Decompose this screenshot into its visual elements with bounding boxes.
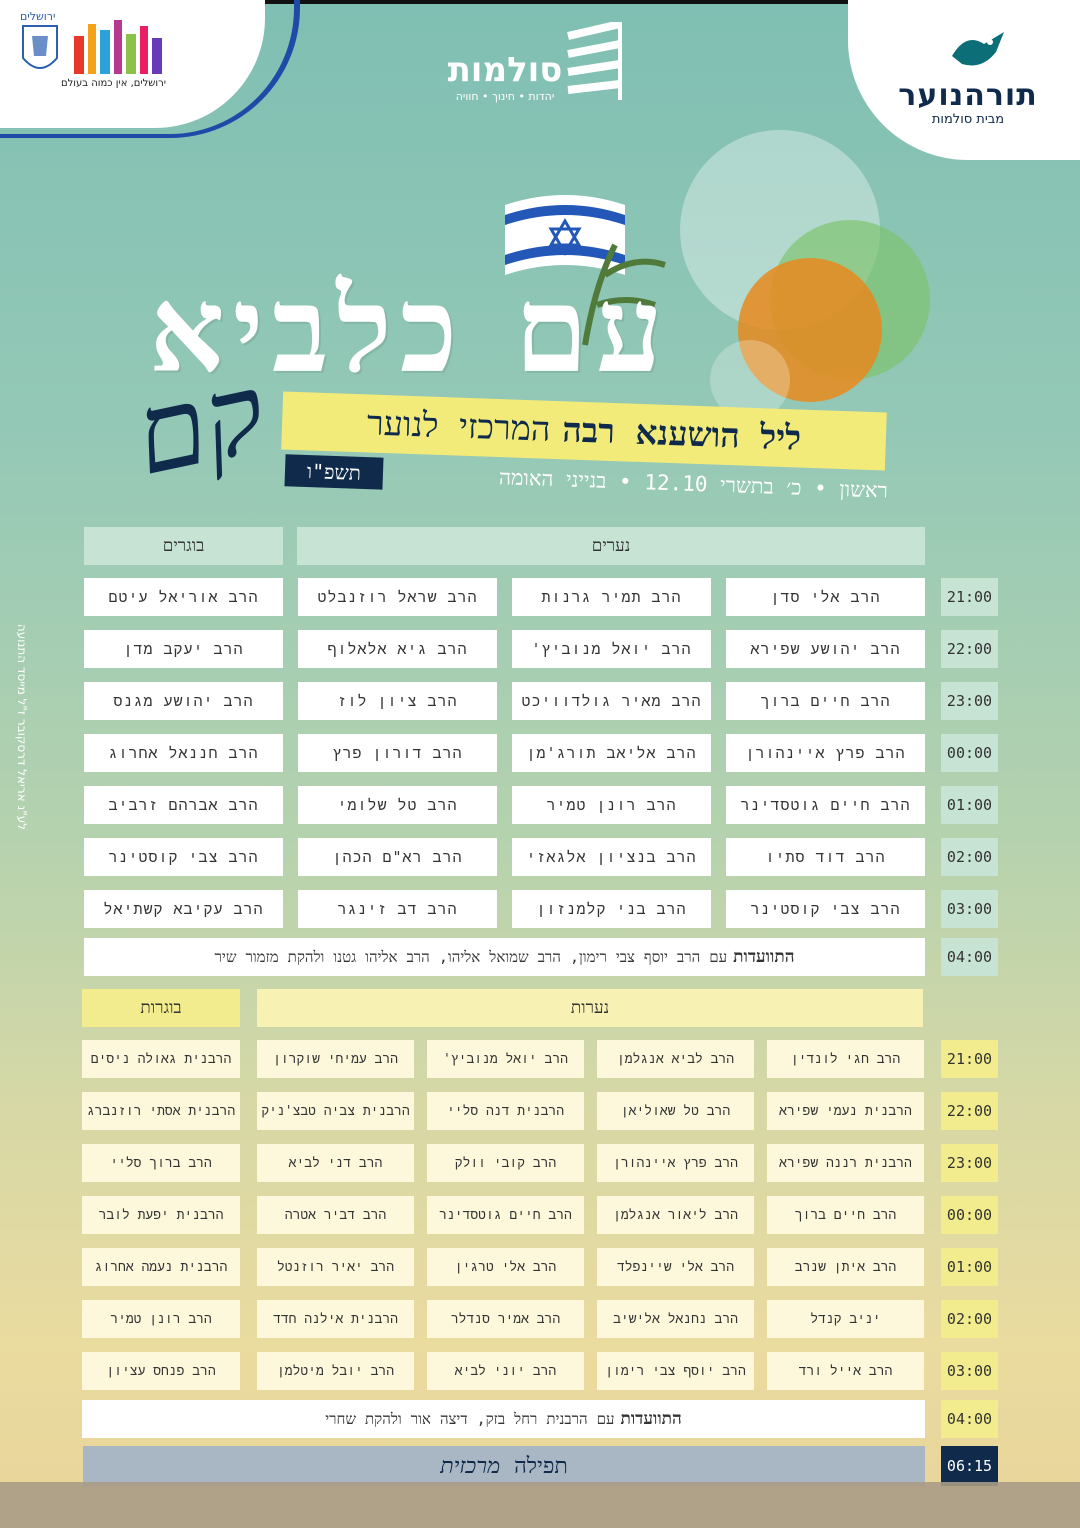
speaker-cell: הרב יהושע מגנס bbox=[84, 682, 283, 720]
speaker-cell: הרב טל שלומי bbox=[298, 786, 497, 824]
speaker-cell: הרב יאיר רוזנטל bbox=[257, 1248, 414, 1286]
speaker-cell: הרב אייל ורד bbox=[767, 1352, 924, 1390]
speaker-cell: הרב חיים גוטסדינר bbox=[427, 1196, 584, 1234]
speaker-cell: הרב יוני לביא bbox=[427, 1352, 584, 1390]
speaker-cell: הרב בני קלמנזון bbox=[512, 890, 711, 928]
speaker-cell: הרבנית גאולה ניסים bbox=[82, 1040, 240, 1078]
speaker-cell: הרבנית צביה טבצ'ניק bbox=[257, 1092, 414, 1130]
speaker-cell: הרב אמיר סנדלר bbox=[427, 1300, 584, 1338]
year-badge: תשפ"ו bbox=[284, 454, 383, 489]
side-dedication: לע"נ אריאל דרסקובר ז"ל מייסד התנועה bbox=[15, 623, 29, 831]
jerusalem-colorful-logo-icon bbox=[70, 14, 166, 76]
speaker-cell: הרב רונן טמיר bbox=[82, 1300, 240, 1338]
speaker-cell: הרב דביר אטרה bbox=[257, 1196, 414, 1234]
prayer-script: מרכזית bbox=[440, 1454, 501, 1479]
boys-header-left: בוגרים bbox=[84, 527, 283, 565]
time-cell: 22:00 bbox=[941, 1092, 998, 1130]
speaker-cell: הרב חיים ברוך bbox=[767, 1196, 924, 1234]
speaker-cell: הרב עקיבא קשתיאל bbox=[84, 890, 283, 928]
time-cell: 01:00 bbox=[941, 786, 998, 824]
speaker-cell: הרב צבי קוסטינר bbox=[84, 838, 283, 876]
time-cell: 02:00 bbox=[941, 1300, 998, 1338]
speaker-cell: הרב חגי לונדין bbox=[767, 1040, 924, 1078]
time-cell: 00:00 bbox=[941, 734, 998, 772]
speaker-cell: הרבנית אילנה חדד bbox=[257, 1300, 414, 1338]
speaker-cell: הרב יעקב מדן bbox=[84, 630, 283, 668]
time-cell: 01:00 bbox=[941, 1248, 998, 1286]
speaker-cell: הרב ציון לוז bbox=[298, 682, 497, 720]
torah-noar-name: תורהנוער bbox=[898, 78, 1038, 113]
solmot-name: סולמות bbox=[447, 50, 563, 90]
speaker-cell: הרב תמיר גרנות bbox=[512, 578, 711, 616]
subtitle-bold: ליל הושענא רבה bbox=[561, 410, 802, 459]
speaker-cell: הרב ברוך סליי bbox=[82, 1144, 240, 1182]
gathering-text: עם הרבנית רחל בזק, דיצה אור ולהקת שחרי bbox=[325, 1409, 615, 1428]
main-title: עם כלביא bbox=[149, 260, 671, 399]
speaker-cell: הרבנית דנה סליי bbox=[427, 1092, 584, 1130]
speaker-cell: הרב יהושע שפירא bbox=[726, 630, 925, 668]
speaker-cell: הרב אלי טרגין bbox=[427, 1248, 584, 1286]
speaker-cell: הרב יואל מנוביץ' bbox=[512, 630, 711, 668]
gathering-label: התוועדות bbox=[620, 1409, 682, 1429]
solmot-logo bbox=[440, 22, 640, 112]
speaker-cell: הרב בנציון אלגאזי bbox=[512, 838, 711, 876]
time-cell: 04:00 bbox=[941, 938, 998, 976]
speaker-cell: הרב דני לביא bbox=[257, 1144, 414, 1182]
speaker-cell: הרב מאיר גולדוויכט bbox=[512, 682, 711, 720]
speaker-cell: יניב קנדל bbox=[767, 1300, 924, 1338]
time-cell: 03:00 bbox=[941, 890, 998, 928]
speaker-cell: הרב קובי וולק bbox=[427, 1144, 584, 1182]
girls-header-right: נערות bbox=[257, 989, 923, 1027]
speaker-cell: הרבנית נעמי שפירא bbox=[767, 1092, 924, 1130]
speaker-cell: הרב דב זינגר bbox=[298, 890, 497, 928]
prayer-time: 06:15 bbox=[941, 1446, 998, 1486]
time-cell: 03:00 bbox=[941, 1352, 998, 1390]
speaker-cell: הרב פנחס עציון bbox=[82, 1352, 240, 1390]
speaker-cell: הרב אוריאל עיטם bbox=[84, 578, 283, 616]
speaker-cell: הרב פרץ איינהורן bbox=[726, 734, 925, 772]
time-cell: 23:00 bbox=[941, 1144, 998, 1182]
speaker-cell: הרב רא"ם הכהן bbox=[298, 838, 497, 876]
gathering-row bbox=[82, 1400, 925, 1438]
speaker-cell: הרב שראל רוזנבלט bbox=[298, 578, 497, 616]
gathering-text: עם הרב יוסף צבי רימון, הרב שמואל אליהו, הרב אליהו גטנו ולהקת מזמור שיר bbox=[214, 947, 728, 966]
gathering-row bbox=[84, 938, 925, 976]
speaker-cell: הרב רונן טמיר bbox=[512, 786, 711, 824]
speaker-cell: הרב אלי שיינפלד bbox=[597, 1248, 754, 1286]
speaker-cell: הרב גיא אלאלוף bbox=[298, 630, 497, 668]
speaker-cell: הרב חננאל אחרוג bbox=[84, 734, 283, 772]
speaker-cell: הרב חיים גוטסדינר bbox=[726, 786, 925, 824]
speaker-cell: הרבנית נעמה אחרוג bbox=[82, 1248, 240, 1286]
speaker-cell: הרב אליאב תורג'מן bbox=[512, 734, 711, 772]
time-cell: 21:00 bbox=[941, 578, 998, 616]
time-cell: 04:00 bbox=[941, 1400, 998, 1438]
script-title: קם bbox=[124, 348, 276, 500]
speaker-cell: הרב יוסף צבי רימון bbox=[597, 1352, 754, 1390]
speaker-cell: הרב אלי סדן bbox=[726, 578, 925, 616]
speaker-cell: הרב דוד סתיו bbox=[726, 838, 925, 876]
jerusalem-emblem-icon bbox=[20, 22, 60, 78]
dove-book-icon bbox=[948, 26, 1010, 74]
speaker-cell: הרבנית יפעת לובר bbox=[82, 1196, 240, 1234]
boys-header-right: נערים bbox=[297, 527, 925, 565]
solmot-tagline: יהדות • חינוך • חוויה bbox=[455, 90, 555, 103]
speaker-cell: הרב טל שאוליאן bbox=[597, 1092, 754, 1130]
speaker-cell: הרב יובל מיטלמן bbox=[257, 1352, 414, 1390]
speaker-cell: הרב יואל מנוביץ' bbox=[427, 1040, 584, 1078]
event-details-text: ראשון • כ׳ בתשרי 12.10 • בנייני האומה bbox=[498, 464, 889, 503]
speaker-cell: הרב אברהם זרביב bbox=[84, 786, 283, 824]
time-cell: 23:00 bbox=[941, 682, 998, 720]
speaker-cell: הרבנית רננה שפירא bbox=[767, 1144, 924, 1182]
time-cell: 21:00 bbox=[941, 1040, 998, 1078]
speaker-cell: הרבנית אסתי רוזנברג bbox=[82, 1092, 240, 1130]
girls-header-left: בוגרות bbox=[82, 989, 240, 1027]
speaker-cell: הרב ליאור אנגלמן bbox=[597, 1196, 754, 1234]
speaker-cell: הרב דורון פרץ bbox=[298, 734, 497, 772]
speaker-cell: הרב פרץ איינהורן bbox=[597, 1144, 754, 1182]
jerusalem-tagline: ירושלים, אין כמוה בעולם bbox=[60, 78, 166, 89]
time-cell: 00:00 bbox=[941, 1196, 998, 1234]
time-cell: 02:00 bbox=[941, 838, 998, 876]
speaker-cell: הרב עמיחי שוקרון bbox=[257, 1040, 414, 1078]
speaker-cell: הרב לביא אנגלמן bbox=[597, 1040, 754, 1078]
prayer-row bbox=[83, 1446, 925, 1486]
speaker-cell: הרב חיים ברוך bbox=[726, 682, 925, 720]
subtitle-rest: המרכזי לנוער bbox=[366, 403, 552, 450]
speaker-cell: הרב צבי קוסטינר bbox=[726, 890, 925, 928]
bottom-strip bbox=[0, 1482, 1080, 1528]
torah-noar-sub: מבית סולמות bbox=[931, 112, 1005, 127]
speaker-cell: הרב נחנאל אלישיב bbox=[597, 1300, 754, 1338]
time-cell: 22:00 bbox=[941, 630, 998, 668]
prayer-label: תפילה bbox=[514, 1454, 568, 1479]
gathering-label: התוועדות bbox=[733, 947, 795, 967]
jerusalem-label: ירושלים bbox=[20, 10, 56, 23]
speaker-cell: הרב איתן שנרב bbox=[767, 1248, 924, 1286]
